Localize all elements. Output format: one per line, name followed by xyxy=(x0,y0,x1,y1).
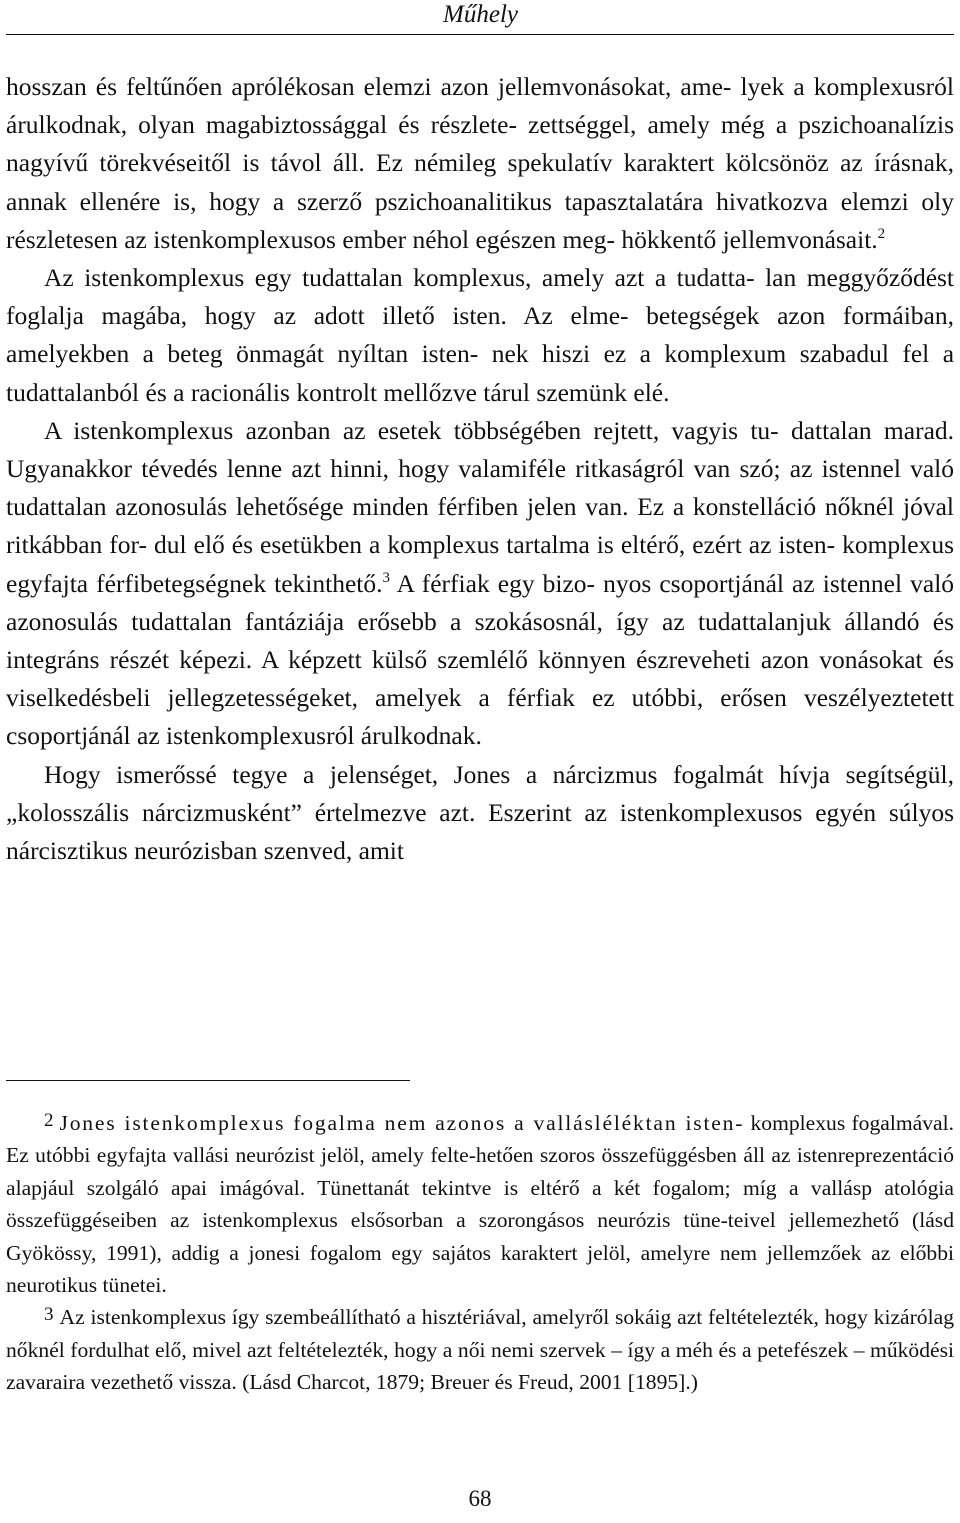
footnote-ref-3: 3 xyxy=(382,569,391,586)
text-line: Hogy ismerőssé tegye a jelenséget, Jones a nárcizmus fogalmát hívja xyxy=(44,759,831,789)
text-line: hosszan és feltűnően aprólékosan elemzi azon jellemvonásokat, ame- xyxy=(6,72,732,101)
footnote-separator xyxy=(6,1080,410,1081)
text-line: istenkomplexusos egyén súlyos nárcisztikus neurózisban szenved, amit xyxy=(6,797,955,866)
text-line: képezi. A képzett külső szemlélő könnyen észreveheti azon vonásokat xyxy=(179,645,923,675)
footnote-text: Jones istenkomplexus fogalma nem azonos a vallásléléktan isten- xyxy=(59,1111,745,1135)
text-line: lan meggyőződést foglalja magába, hogy az adott illető isten. Az elme- xyxy=(6,263,955,331)
footnote-text: Az istenkomplexus így szembeállítható a hisztériával, amelyről sokáig azt feltételezték, hogy kizárólag nőknél fordulhat elő, mivel azt feltételezték, hogy a női nemi szervek – így a méh és a petefészek – működési zavaraira vezethető vissza. (Lásd Charcot, 1879; Breuer és Freud, 2001 [1895].) xyxy=(6,1305,954,1395)
text-line: segítségül, „kolosszális nárcizmusként” értelmezve azt. Eszerint az xyxy=(6,759,954,827)
text-line: ellenére is, hogy a szerző pszichoanalitikus tapasztalatára hivatkozva xyxy=(79,186,828,216)
paragraph-2 xyxy=(6,259,954,412)
text-line: Az istenkomplexus egy tudattalan komplexus, amely azt a tudatta- xyxy=(44,263,755,293)
text-line: nek hiszi ez a komplexum szabadul fel a tudattalanból és a racionális xyxy=(6,339,955,407)
text-line: betegségek azon formáiban, amelyekben a beteg önmagát nyíltan isten- xyxy=(6,301,954,369)
text-line: A férfiak egy bizo- xyxy=(390,568,596,598)
footnote-text: komplexus fogalmával. Ez utóbbi egyfajta vallási neurózist jelöl, amely felte-hetően szoros összefüggésben áll az istenreprezentáció alapjául szolgáló apai imágóval. Tünettanát tekintve is eltérő a két fogalom; míg a vallásp atológia összefüggéseiben az istenkomplexus elsősorban a szorongásos neurózis tüne-teivel jellemezhető (lásd Gyökössy, 1991), addig a jonesi fogalom egy sajátos karaktert jelöl, amelyre nem jellemzőek az előbbi neurotikus tünetei. xyxy=(6,1111,954,1298)
section-title: Műhely xyxy=(443,1,518,28)
text-line: hökkentő jellemvonásait. xyxy=(621,224,878,254)
text-line: erősebb a szokásosnál, így az tudattalanjuk állandó és integráns részét xyxy=(6,606,954,675)
text-line: lyek a komplexusról árulkodnak, olyan magabiztossággal és részlete- xyxy=(6,72,955,140)
running-header xyxy=(6,0,954,35)
text-line: komplexus egyfajta férfibetegségnek tekinthető. xyxy=(6,530,955,598)
text-line: dul elő és esetükben a komplexus tartalma is eltérő, ezért az isten- xyxy=(154,530,836,560)
text-line: ritkaságról van szó; az istennel való tudattalan azonosulás lehetősége xyxy=(6,454,955,522)
main-text xyxy=(6,68,954,870)
footnote-number: 3 xyxy=(44,1304,54,1326)
footnote-2 xyxy=(6,1107,954,1301)
text-line: veszélyeztetett csoportjánál az istenkomplexusról árulkodnak. xyxy=(6,683,955,751)
text-line: nyos csoportjánál az istennel való azonosulás tudattalan fantáziája xyxy=(6,568,955,636)
text-line: minden férfiben jelen van. Ez a konstelláció nőknél jóval ritkábban for- xyxy=(6,492,955,560)
text-line: dattalan marad. Ugyanakkor tévedés lenne azt hinni, hogy valamiféle xyxy=(6,415,955,484)
footnote-number: 2 xyxy=(44,1110,54,1131)
footnote-3 xyxy=(6,1301,954,1398)
paragraph-1 xyxy=(6,68,954,259)
paragraph-4 xyxy=(6,756,954,871)
text-line: zettséggel, amely még a pszichoanalízis nagyívű törekvéseitől is távol xyxy=(6,110,955,178)
footnotes xyxy=(6,1107,954,1399)
text-line: A istenkomplexus azonban az esetek többségében rejtett, vagyis tu- xyxy=(44,415,779,445)
text-line: áll. Ez némileg spekulatív karaktert kölcsönöz az írásnak, annak xyxy=(6,148,955,216)
text-line: kontrolt mellőzve tárul szemünk elé. xyxy=(296,377,670,407)
footnote-ref-2: 2 xyxy=(877,225,886,242)
text-line: és viselkedésbeli jellegzetességeket, amelyek a férfiak ez utóbbi, erősen xyxy=(6,645,955,713)
text-line: elemzi oly részletesen az istenkomplexusos ember néhol egészen meg- xyxy=(6,186,955,254)
paragraph-3 xyxy=(6,412,954,756)
page-number: 68 xyxy=(468,1486,492,1511)
